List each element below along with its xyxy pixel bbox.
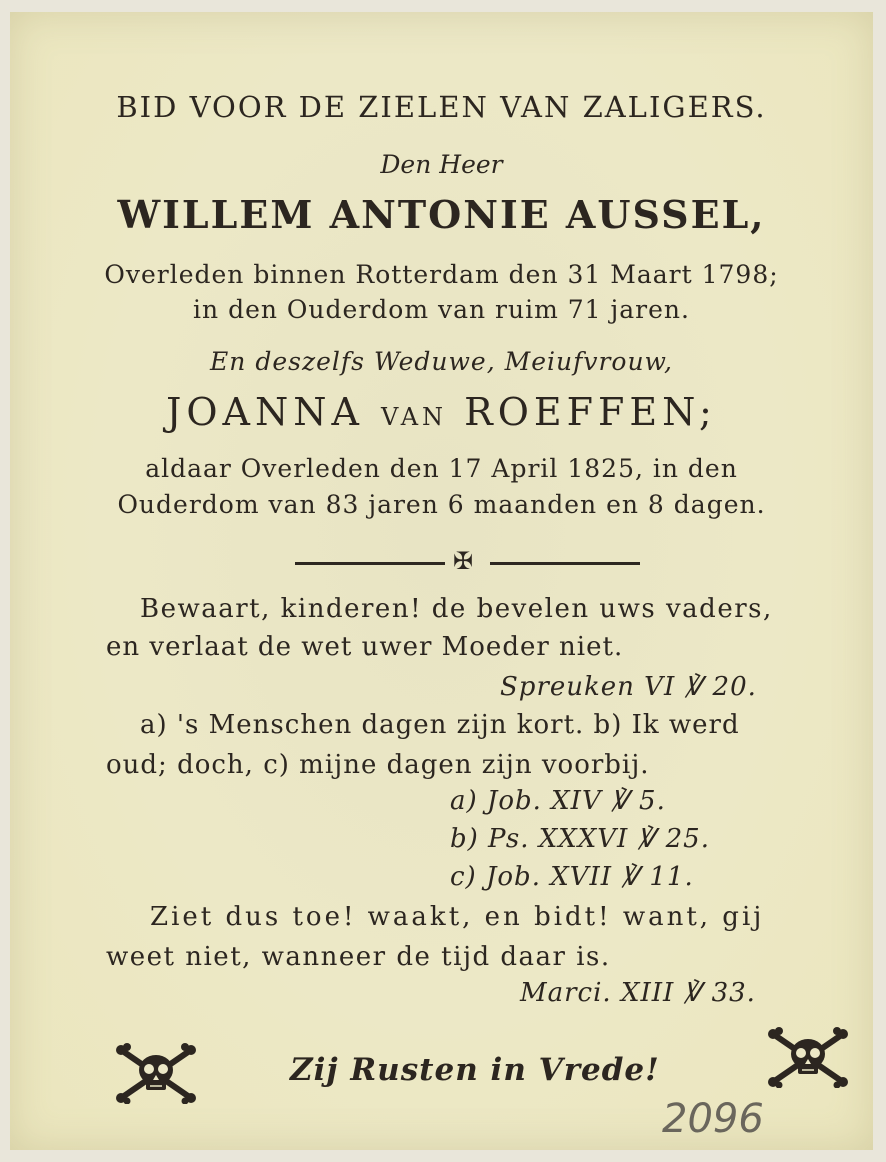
cross-ornament-icon: ✠ xyxy=(453,547,474,575)
ornamental-divider xyxy=(295,547,640,575)
title-prefix: Den Heer xyxy=(380,150,503,179)
death-notice-1-line-1: Overleden binnen Rotterdam den 31 Maart 1798; xyxy=(104,260,779,289)
verse-3-line-2: weet niet, wanneer de tijd daar is. xyxy=(106,942,611,972)
skull-crossbones-icon xyxy=(766,1026,850,1088)
handwritten-number xyxy=(658,1092,798,1152)
rest-in-peace-text: Zij Rusten in Vrede! xyxy=(290,1052,660,1088)
name-2-first: JOANNA xyxy=(166,390,364,434)
verse-2-reference-c: c) Job. XVII ℣ 11. xyxy=(450,862,694,892)
verse-1-line-1: Bewaart, kinderen! de bevelen uws vaders, xyxy=(140,594,773,624)
name-2-last: ROEFFEN; xyxy=(464,390,717,434)
widow-intro: En deszelfs Weduwe, Meiufvrouw, xyxy=(210,347,673,376)
verse-2-reference-b: b) Ps. XXXVI ℣ 25. xyxy=(450,824,710,854)
verse-3-reference: Marci. XIII ℣ 33. xyxy=(520,978,756,1008)
verse-2-line-2: oud; doch, c) mijne dagen zijn voorbij. xyxy=(106,750,650,780)
divider-rule-right xyxy=(490,562,640,565)
verse-2-reference-a: a) Job. XIV ℣ 5. xyxy=(450,786,666,816)
skull-crossbones-icon xyxy=(114,1042,198,1104)
verse-2-line-1: a) 's Menschen dagen zijn kort. b) Ik werd xyxy=(140,710,740,740)
name-2-particle: VAN xyxy=(381,403,448,431)
death-notice-2-line-2: Ouderdom van 83 jaren 6 maanden en 8 dagen. xyxy=(117,490,766,519)
verse-3-line-1: Ziet dus toe! waakt, en bidt! want, gij xyxy=(150,902,765,932)
divider-rule-left xyxy=(295,562,445,565)
death-notice-1-line-2: in den Ouderdom van ruim 71 jaren. xyxy=(193,295,690,324)
memorial-card xyxy=(10,12,873,1150)
prayer-heading: BID VOOR DE ZIELEN VAN ZALIGERS. xyxy=(116,90,767,124)
handwritten-number-text: 2096 xyxy=(662,1096,764,1142)
deceased-name-2 xyxy=(10,390,873,434)
verse-1-line-2: en verlaat de wet uwer Moeder niet. xyxy=(106,632,624,662)
deceased-name-1: WILLEM ANTONIE AUSSEL, xyxy=(117,192,766,237)
death-notice-2-line-1: aldaar Overleden den 17 April 1825, in den xyxy=(145,454,738,483)
verse-1-reference: Spreuken VI ℣ 20. xyxy=(500,672,757,702)
